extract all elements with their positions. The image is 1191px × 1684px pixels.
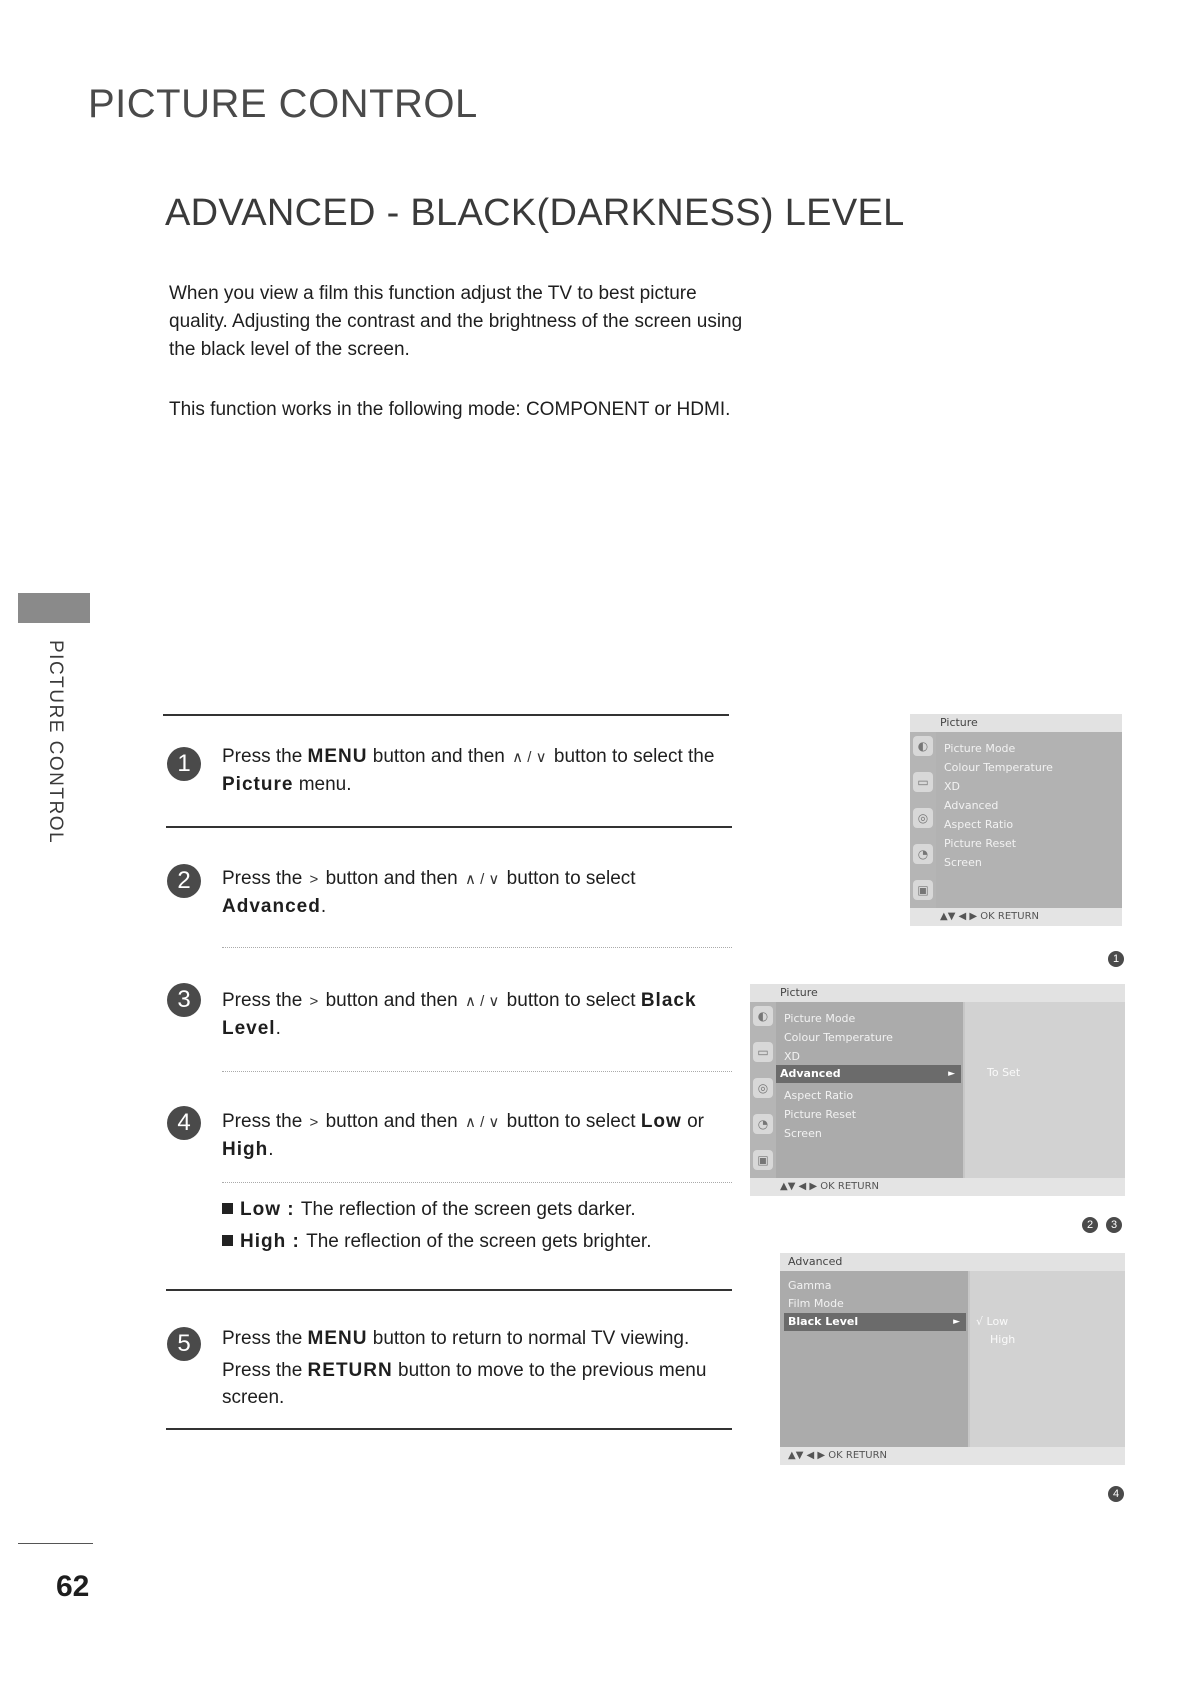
step-divider — [166, 1289, 732, 1291]
osd-option-high[interactable]: High — [990, 1333, 1016, 1346]
osd-title: Picture — [750, 984, 1125, 1002]
osd-item-list — [780, 1271, 968, 1447]
osd-to-set-label: To Set — [987, 1066, 1021, 1079]
step-1-text: Press the MENU button and then ∧ / ∨ button to select the Picture menu. — [222, 746, 715, 795]
osd-item[interactable]: Colour Temperature — [944, 761, 1053, 774]
osd-item[interactable]: Gamma — [788, 1279, 832, 1292]
steps-bottom-rule — [166, 1428, 732, 1430]
up-down-arrow-icon: ∧ / ∨ — [464, 993, 500, 1010]
figure-badge-2: 2 — [1082, 1217, 1098, 1233]
osd-item[interactable]: Advanced — [944, 799, 999, 812]
picture-icon: ◐ — [753, 1006, 773, 1026]
settings-icon: ◔ — [913, 844, 933, 864]
right-triangle-icon: ► — [948, 1069, 955, 1079]
audio-icon: ▭ — [753, 1042, 773, 1062]
osd-icon-column — [750, 1002, 776, 1178]
step-number-5: 5 — [167, 1327, 201, 1361]
osd-footer-hint: ▲▼ ◀ ▶ OK RETURN — [780, 1447, 1125, 1465]
lock-icon: ▣ — [753, 1150, 773, 1170]
settings-icon: ◔ — [753, 1114, 773, 1134]
osd-item[interactable]: Screen — [784, 1127, 822, 1140]
square-bullet-icon — [222, 1235, 233, 1246]
clock-icon: ◎ — [753, 1078, 773, 1098]
step-number-4: 4 — [167, 1106, 201, 1140]
section-title: ADVANCED - BLACK(DARKNESS) LEVEL — [165, 192, 905, 234]
osd-item-selected[interactable]: Advanced ► — [776, 1065, 961, 1083]
right-arrow-icon: > — [309, 1114, 319, 1131]
audio-icon: ▭ — [913, 772, 933, 792]
step-5-text-line-2: Press the RETURN button to move to the previous menu screen. — [222, 1360, 707, 1408]
osd-option-panel — [970, 1271, 1125, 1447]
clock-icon: ◎ — [913, 808, 933, 828]
square-bullet-icon — [222, 1203, 233, 1214]
osd-picture-advanced-menu — [750, 984, 1125, 1196]
osd-item[interactable]: XD — [784, 1050, 801, 1063]
step-dotted-divider — [222, 1071, 732, 1072]
step-number-3: 3 — [167, 983, 201, 1017]
osd-item-list — [936, 732, 1122, 908]
figure-badge-4: 4 — [1108, 1486, 1124, 1502]
lock-icon: ▣ — [913, 880, 933, 900]
intro-paragraph-1: When you view a film this function adjust the TV to best picture quality. Adjusting the contrast and the brightness of the screen using the black level of the screen. — [169, 283, 743, 360]
right-arrow-icon: > — [309, 993, 319, 1010]
figure-badge-1: 1 — [1108, 951, 1124, 967]
right-arrow-icon: > — [309, 871, 319, 888]
step-number-2: 2 — [167, 864, 201, 898]
page-number: 62 — [56, 1570, 90, 1603]
osd-item-list — [776, 1002, 963, 1178]
osd-option-low[interactable]: √ Low — [976, 1315, 1009, 1328]
osd-title: Picture — [910, 714, 1122, 732]
bullet-low: Low : The reflection of the screen gets darker. — [222, 1199, 742, 1221]
osd-footer-hint: ▲▼ ◀ ▶ OK RETURN — [750, 1178, 1125, 1196]
osd-item[interactable]: XD — [944, 780, 961, 793]
osd-item[interactable]: Film Mode — [788, 1297, 844, 1310]
side-section-label: PICTURE CONTROL — [45, 640, 66, 845]
step-dotted-divider — [222, 1182, 732, 1183]
osd-icon-column — [910, 732, 936, 908]
osd-item[interactable]: Aspect Ratio — [784, 1089, 854, 1102]
step-divider — [166, 826, 732, 828]
osd-item[interactable]: Colour Temperature — [784, 1031, 893, 1044]
osd-item-selected[interactable]: Black Level ► — [784, 1313, 966, 1331]
footer-rule — [18, 1543, 93, 1544]
right-triangle-icon: ► — [953, 1317, 960, 1327]
osd-picture-menu — [910, 714, 1122, 926]
figure-badge-3: 3 — [1106, 1217, 1122, 1233]
up-down-arrow-icon: ∧ / ∨ — [512, 749, 547, 766]
bullet-high: High : The reflection of the screen gets brighter. — [222, 1231, 742, 1253]
osd-submenu-panel — [965, 1002, 1125, 1178]
osd-footer-hint: ▲▼ ◀ ▶ OK RETURN — [910, 908, 1122, 926]
side-tab-marker — [18, 593, 90, 623]
osd-item[interactable]: Picture Reset — [784, 1108, 857, 1121]
step-5-text-line-1: Press the MENU button to return to normal TV viewing. — [222, 1328, 690, 1349]
osd-item[interactable]: Aspect Ratio — [944, 818, 1014, 831]
osd-item[interactable]: Picture Mode — [784, 1012, 856, 1025]
step-dotted-divider — [222, 947, 732, 948]
steps-top-rule — [163, 714, 729, 716]
up-down-arrow-icon: ∧ / ∨ — [464, 871, 500, 888]
page-header-title: PICTURE CONTROL — [88, 82, 478, 126]
picture-icon: ◐ — [913, 736, 933, 756]
step-2-text: Press the > button and then ∧ / ∨ button to select Advanced. — [222, 868, 636, 917]
osd-title: Advanced — [780, 1253, 1125, 1271]
osd-item[interactable]: Picture Mode — [944, 742, 1016, 755]
intro-paragraph-2: This function works in the following mode: COMPONENT or HDMI. — [169, 399, 731, 420]
osd-advanced-black-level-menu — [780, 1253, 1125, 1465]
osd-item[interactable]: Screen — [944, 856, 982, 869]
step-4-text: Press the > button and then ∧ / ∨ button to select Low or High. — [222, 1111, 705, 1160]
step-number-1: 1 — [167, 747, 201, 781]
step-3-text: Press the > button and then ∧ / ∨ button to select Black Level. — [222, 990, 697, 1039]
osd-item[interactable]: Picture Reset — [944, 837, 1017, 850]
up-down-arrow-icon: ∧ / ∨ — [464, 1114, 500, 1131]
